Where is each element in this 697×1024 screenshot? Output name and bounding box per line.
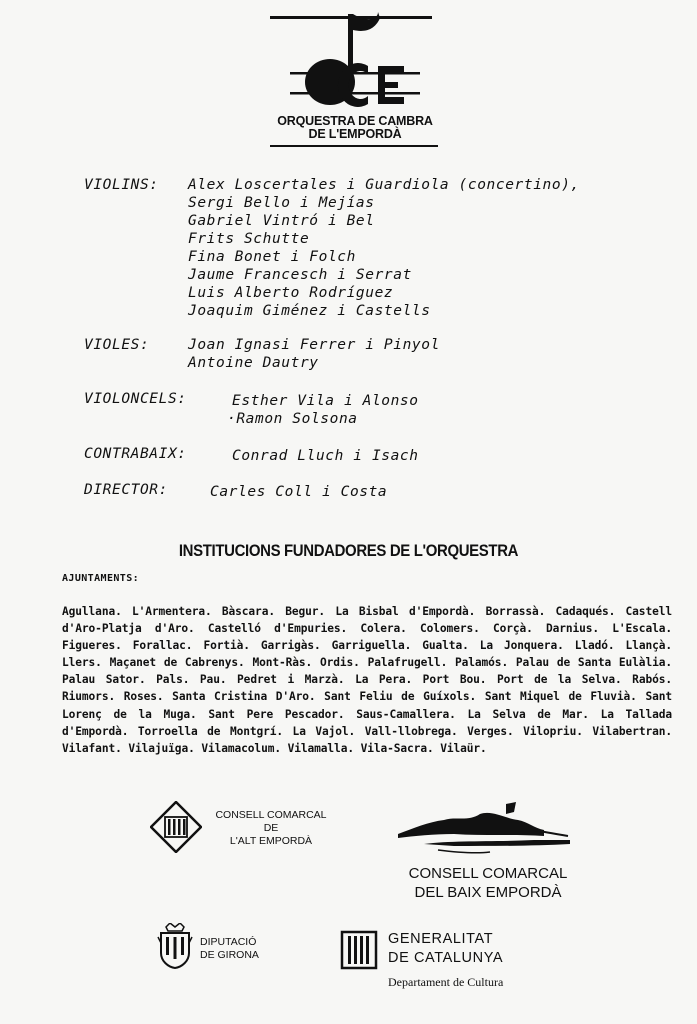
violin-player: Luis Alberto Rodríguez [188,285,394,301]
diputacio-line1: DIPUTACIÓ [200,936,257,948]
baix-emporda-line1: CONSELL COMARCAL [408,865,568,882]
baix-emporda-line2: DEL BAIX EMPORDÀ [414,884,562,901]
alt-emporda-line2: DE [263,822,279,834]
section-label-violes: VIOLES: [84,337,150,353]
generalitat-line1: GENERALITAT [388,931,494,947]
violin-player: Frits Schutte [188,231,310,247]
director-name: Carles Coll i Costa [210,484,388,500]
section-label-violins: VIOLINS: [84,177,159,193]
cello-player: Esther Vila i Alonso [232,393,419,409]
violin-player: Jaume Francesch i Serrat [188,267,412,283]
alt-emporda-line3: L'ALT EMPORDÀ [229,835,313,847]
viola-player: Joan Ignasi Ferrer i Pinyol [188,337,440,353]
violin-player: Sergi Bello i Mejías [188,195,375,211]
institutions-title: INSTITUCIONS FUNDADORES DE L'ORQUESTRA [178,541,519,560]
generalitat-line3: Departament de Cultura [388,975,504,989]
alt-emporda-line1: CONSELL COMARCAL [215,809,327,821]
baix-emporda-landscape-icon [394,800,580,862]
generalitat-emblem-icon [340,930,378,970]
baix-emporda-name [388,864,588,902]
music-note-logo-icon [290,8,420,114]
town-list: Agullana. L'Armentera. Bàscara. Begur. La Bisbal d'Empordà. Borrassà. Cadaqués. Castell d'Aro-Platja d'Aro. Castelló d'Empuries. Colera. Colomers. Corçà. Darnius. L'Escala. Figueres. Forallac. Fortià. Garrigàs. Garriguella. Gualta. La Jonquera. Lladó. Llançà. Llers. Maçanet de Cabrenys. Mont-Ràs. Ordis. Palafrugell. Palamós. Palau de Santa Eulàlia. Palau Sator. Pals. Pau. Pedret i Marzà. La Pera. Port Bou. Port de la Selva. Rabós. Riumors. Roses. Santa Cristina D'Aro. Sant Feliu de Guíxols. Sant Miquel de Fluvià. Sant Lorenç de la Muga. Sant Pere Pescador. Saus-Camallera. La Selva de Mar. La Tallada d'Empordà. Torroella de Montgrí. La Vajol. Vall-llobrega. Verges. Vilopriu. Vilabertran. Vilafant. Vilajuïga. Vilamacolum. Vilamalla. Vila-Sacra. Vilaür. [62,605,672,755]
diputacio-name [200,936,276,962]
alt-emporda-shield-icon [150,801,202,853]
violin-player: Fina Bonet i Folch [188,249,356,265]
section-label-violoncels: VIOLONCELS: [84,391,187,407]
alt-emporda-name [202,809,340,848]
ajuntaments-label: AJUNTAMENTS: [62,573,140,584]
org-name-line1: ORQUESTRA DE CAMBRA [277,114,433,128]
org-name-line2: DE L'EMPORDÀ [308,127,402,141]
org-name [270,115,440,141]
viola-player: Antoine Dautry [188,355,319,371]
section-label-contrabaix: CONTRABAIX: [84,446,187,462]
cello-player: ·Ramon Solsona [227,411,358,427]
generalitat-line2: DE CATALUNYA [388,950,504,966]
generalitat-name [388,930,588,991]
violin-player: Gabriel Vintró i Bel [188,213,375,229]
violin-player: Alex Loscertales i Guardiola (concertino), [188,177,580,193]
diputacio-line2: DE GIRONA [200,949,259,961]
logo-rule-bottom [270,145,438,147]
diputacio-crest-icon [156,923,194,969]
violin-player: Joaquim Giménez i Castells [188,303,431,319]
section-label-director: DIRECTOR: [84,482,168,498]
bass-player: Conrad Lluch i Isach [232,448,419,464]
